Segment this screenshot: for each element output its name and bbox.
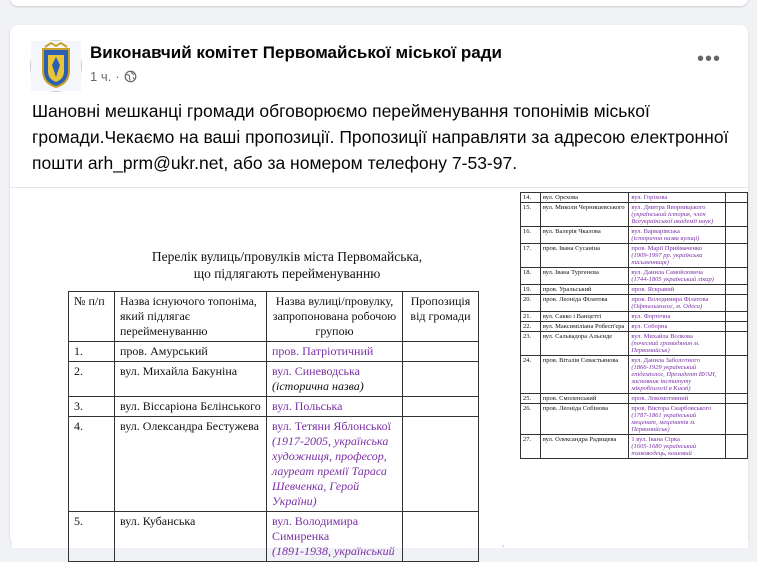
proposed-name-note: (1917-2005, українська художниця, професор, лауреат премії Тараса Шевченка, Герой України) <box>272 434 389 508</box>
proposed-name-text: пров. Патріотичний <box>272 344 374 358</box>
row-number: 2. <box>69 362 115 397</box>
table-row <box>69 512 479 562</box>
page-avatar[interactable] <box>30 40 82 92</box>
row-number: 24. <box>521 356 541 394</box>
proposed-name-text: вул. Данила Заболотного <box>631 357 701 364</box>
table-row <box>521 356 748 394</box>
header-proposed-name: Назва вулиці/провулку, запропонована робочою групою <box>267 292 403 342</box>
table-row <box>521 244 748 268</box>
table-header-row <box>69 292 479 342</box>
proposed-name-text: вул. Фортечна <box>631 313 671 320</box>
proposed-name <box>629 332 726 356</box>
proposed-name <box>267 512 403 562</box>
previous-post-card <box>10 0 748 6</box>
row-number: 4. <box>69 417 115 512</box>
proposed-name-text: вул. Варварівська <box>631 228 680 235</box>
community-proposal <box>725 435 747 459</box>
proposed-name-text: вул. Михайла Волкова <box>631 333 693 340</box>
existing-name: вул. Михайла Бакуніна <box>115 362 267 397</box>
row-number: 18. <box>521 268 541 285</box>
proposed-name <box>629 394 726 404</box>
table-row <box>521 203 748 227</box>
proposed-name-note: (історична назва вулиці) <box>631 235 700 242</box>
table-row <box>521 435 748 459</box>
existing-name: пров. Уральський <box>540 285 629 295</box>
proposed-name-note: (1744-1805 український лікар) <box>631 276 714 283</box>
community-proposal <box>725 244 747 268</box>
existing-name: вул. Максиміліана Робесп'єра <box>540 322 629 332</box>
proposed-name-text: вул. Горіхова <box>631 194 668 201</box>
proposed-name-note: (1909-1997 рр. українська письменниця) <box>631 252 703 266</box>
community-proposal <box>403 417 479 512</box>
proposed-name-text: вул. Тетяни Яблонської <box>272 419 391 433</box>
proposed-name-text: пров. Віктора Скарбовського <box>631 405 712 412</box>
table-row <box>521 404 748 435</box>
row-number: 17. <box>521 244 541 268</box>
meta-separator: · <box>115 69 120 84</box>
proposed-name-note: (український історик, член Всеукраїнської академії наук) <box>631 211 714 225</box>
header-existing-name: Назва існуючого топоніма, який підлягає перейменуванню <box>115 292 267 342</box>
proposed-name-note: (1866-1929 український епідеміолог, Президент ВУАН, засновник інституту мікробіології в Києві) <box>631 364 717 392</box>
existing-name: пров. Смоленський <box>540 394 629 404</box>
table-row <box>521 295 748 312</box>
proposed-name-text: вул. Володимира Симиренка <box>272 514 359 543</box>
row-number: 1. <box>69 342 115 362</box>
row-number: 20. <box>521 295 541 312</box>
table-row <box>521 193 748 203</box>
community-proposal <box>725 203 747 227</box>
row-number: 3. <box>69 397 115 417</box>
row-number: 25. <box>521 394 541 404</box>
existing-name: вул. Орєхова <box>540 193 629 203</box>
table-row <box>521 322 748 332</box>
proposed-name <box>629 193 726 203</box>
existing-name: вул. Валерія Чкалова <box>540 227 629 244</box>
proposed-name <box>629 268 726 285</box>
proposed-name-note: (1787-1861 український меценат, меценатів м. Первомайськ) <box>631 412 697 433</box>
proposed-name <box>629 404 726 435</box>
proposed-name-text: пров. Локомотивний <box>631 395 689 402</box>
community-proposal <box>725 332 747 356</box>
proposed-name-text: 1 вул. Івана Сірка <box>631 436 680 443</box>
row-number: 14. <box>521 193 541 203</box>
community-proposal <box>725 356 747 394</box>
document-title <box>72 248 502 282</box>
document-image-1[interactable] <box>12 188 502 558</box>
document-title-line-2: що підлягають перейменуванню <box>193 266 381 281</box>
proposed-name-text: пров. Яскравий <box>631 286 675 293</box>
proposed-name-text: пров. Марії Приймаченко <box>631 245 703 252</box>
existing-name: вул. Сакко і Ванцетті <box>540 312 629 322</box>
existing-name: пров. Леоніда Собінова <box>540 404 629 435</box>
community-proposal <box>725 394 747 404</box>
table-row <box>69 362 479 397</box>
community-proposal <box>403 342 479 362</box>
existing-name: вул. Івана Тургенєва <box>540 268 629 285</box>
existing-name: вул. Олександра Радищева <box>540 435 629 459</box>
coat-of-arms-icon <box>31 41 81 91</box>
proposed-name-text: вул. Данила Самойловича <box>631 269 703 276</box>
community-proposal <box>725 312 747 322</box>
proposed-name <box>267 417 403 512</box>
community-proposal <box>403 362 479 397</box>
table-row <box>69 397 479 417</box>
table-row <box>521 312 748 322</box>
proposed-name <box>267 342 403 362</box>
existing-name: пров. Леоніда Філатова <box>540 295 629 312</box>
community-proposal <box>725 193 747 203</box>
row-number: 26. <box>521 404 541 435</box>
community-proposal <box>725 227 747 244</box>
proposed-name <box>629 435 726 459</box>
post-text: Шановні мешканці громади обговорюємо перейменування топонімів міської громади.Чекаємо на ваші пропозиції. Пропозиції направляти за адресою електронної пошти arh_prm@ukr.net, або за номером телефону 7-53-97. <box>32 101 729 173</box>
more-options-button[interactable]: ••• <box>696 48 721 70</box>
row-number: 5. <box>69 512 115 562</box>
proposed-name <box>629 322 726 332</box>
proposed-name <box>629 227 726 244</box>
existing-name: вул. Віссаріона Бєлінського <box>115 397 267 417</box>
existing-name: вул. Олександра Бестужева <box>115 417 267 512</box>
community-proposal <box>403 397 479 417</box>
table-row <box>521 268 748 285</box>
rename-table <box>68 291 479 562</box>
row-number: 15. <box>521 203 541 227</box>
proposed-name-text: вул. Дмитра Яворницького <box>631 204 706 211</box>
proposed-name <box>267 397 403 417</box>
existing-name: пров. Віталія Севастьянова <box>540 356 629 394</box>
document-title-line-1: Перелік вулиць/провулків міста Первомайська, <box>151 249 423 264</box>
row-number: 23. <box>521 332 541 356</box>
existing-name: пров. Івана Сусаніна <box>540 244 629 268</box>
proposed-name-note: (1605-1680 український полководець, кошовий <box>631 443 697 457</box>
table-row <box>521 227 748 244</box>
proposed-name-note: (історична назва) <box>272 379 364 393</box>
proposed-name-text: пров. Володимира Філатова <box>631 296 709 303</box>
proposed-name <box>629 285 726 295</box>
community-proposal <box>725 295 747 312</box>
community-proposal <box>725 404 747 435</box>
post-meta <box>90 69 137 84</box>
row-number: 21. <box>521 312 541 322</box>
proposed-name-text: вул. Синеводська <box>272 364 361 378</box>
existing-name: вул. Миколи Чернишевського <box>540 203 629 227</box>
globe-icon[interactable] <box>124 70 137 83</box>
rename-table-continued <box>520 192 748 459</box>
existing-name: вул. Кубанська <box>115 512 267 562</box>
header-number: № п/п <box>69 292 115 342</box>
row-number: 19. <box>521 285 541 295</box>
existing-name: пров. Амурський <box>115 342 267 362</box>
post-time-link[interactable]: 1 ч. <box>90 69 112 84</box>
post-card <box>10 25 748 558</box>
table-row <box>69 417 479 512</box>
table-row <box>69 342 479 362</box>
proposed-name <box>629 203 726 227</box>
table-row <box>521 285 748 295</box>
community-proposal <box>725 285 747 295</box>
document-image-2[interactable] <box>504 188 748 548</box>
existing-name: вул. Сальвадора Альєнде <box>540 332 629 356</box>
proposed-name <box>629 356 726 394</box>
proposed-name <box>267 362 403 397</box>
proposed-name <box>629 295 726 312</box>
proposed-name-note: (1891-1938, український <box>272 544 395 558</box>
row-number: 16. <box>521 227 541 244</box>
proposed-name-note: (почесний громадянин м. Первомайськ) <box>631 340 700 354</box>
community-proposal <box>403 512 479 562</box>
proposed-name-note: (Офтальмолог, м. Одеса) <box>631 303 703 310</box>
row-number: 22. <box>521 322 541 332</box>
proposed-name <box>629 244 726 268</box>
community-proposal <box>725 322 747 332</box>
row-number: 27. <box>521 435 541 459</box>
table-row <box>521 332 748 356</box>
page-name-link[interactable]: Виконавчий комітет Первомайської міської ради <box>90 43 503 62</box>
proposed-name-text: вул. Соборна <box>631 323 668 330</box>
proposed-name-text: вул. Польська <box>272 399 343 413</box>
community-proposal <box>725 268 747 285</box>
proposed-name <box>629 312 726 322</box>
header-community-proposal: Пропозиція від громади <box>403 292 479 342</box>
table-row <box>521 394 748 404</box>
